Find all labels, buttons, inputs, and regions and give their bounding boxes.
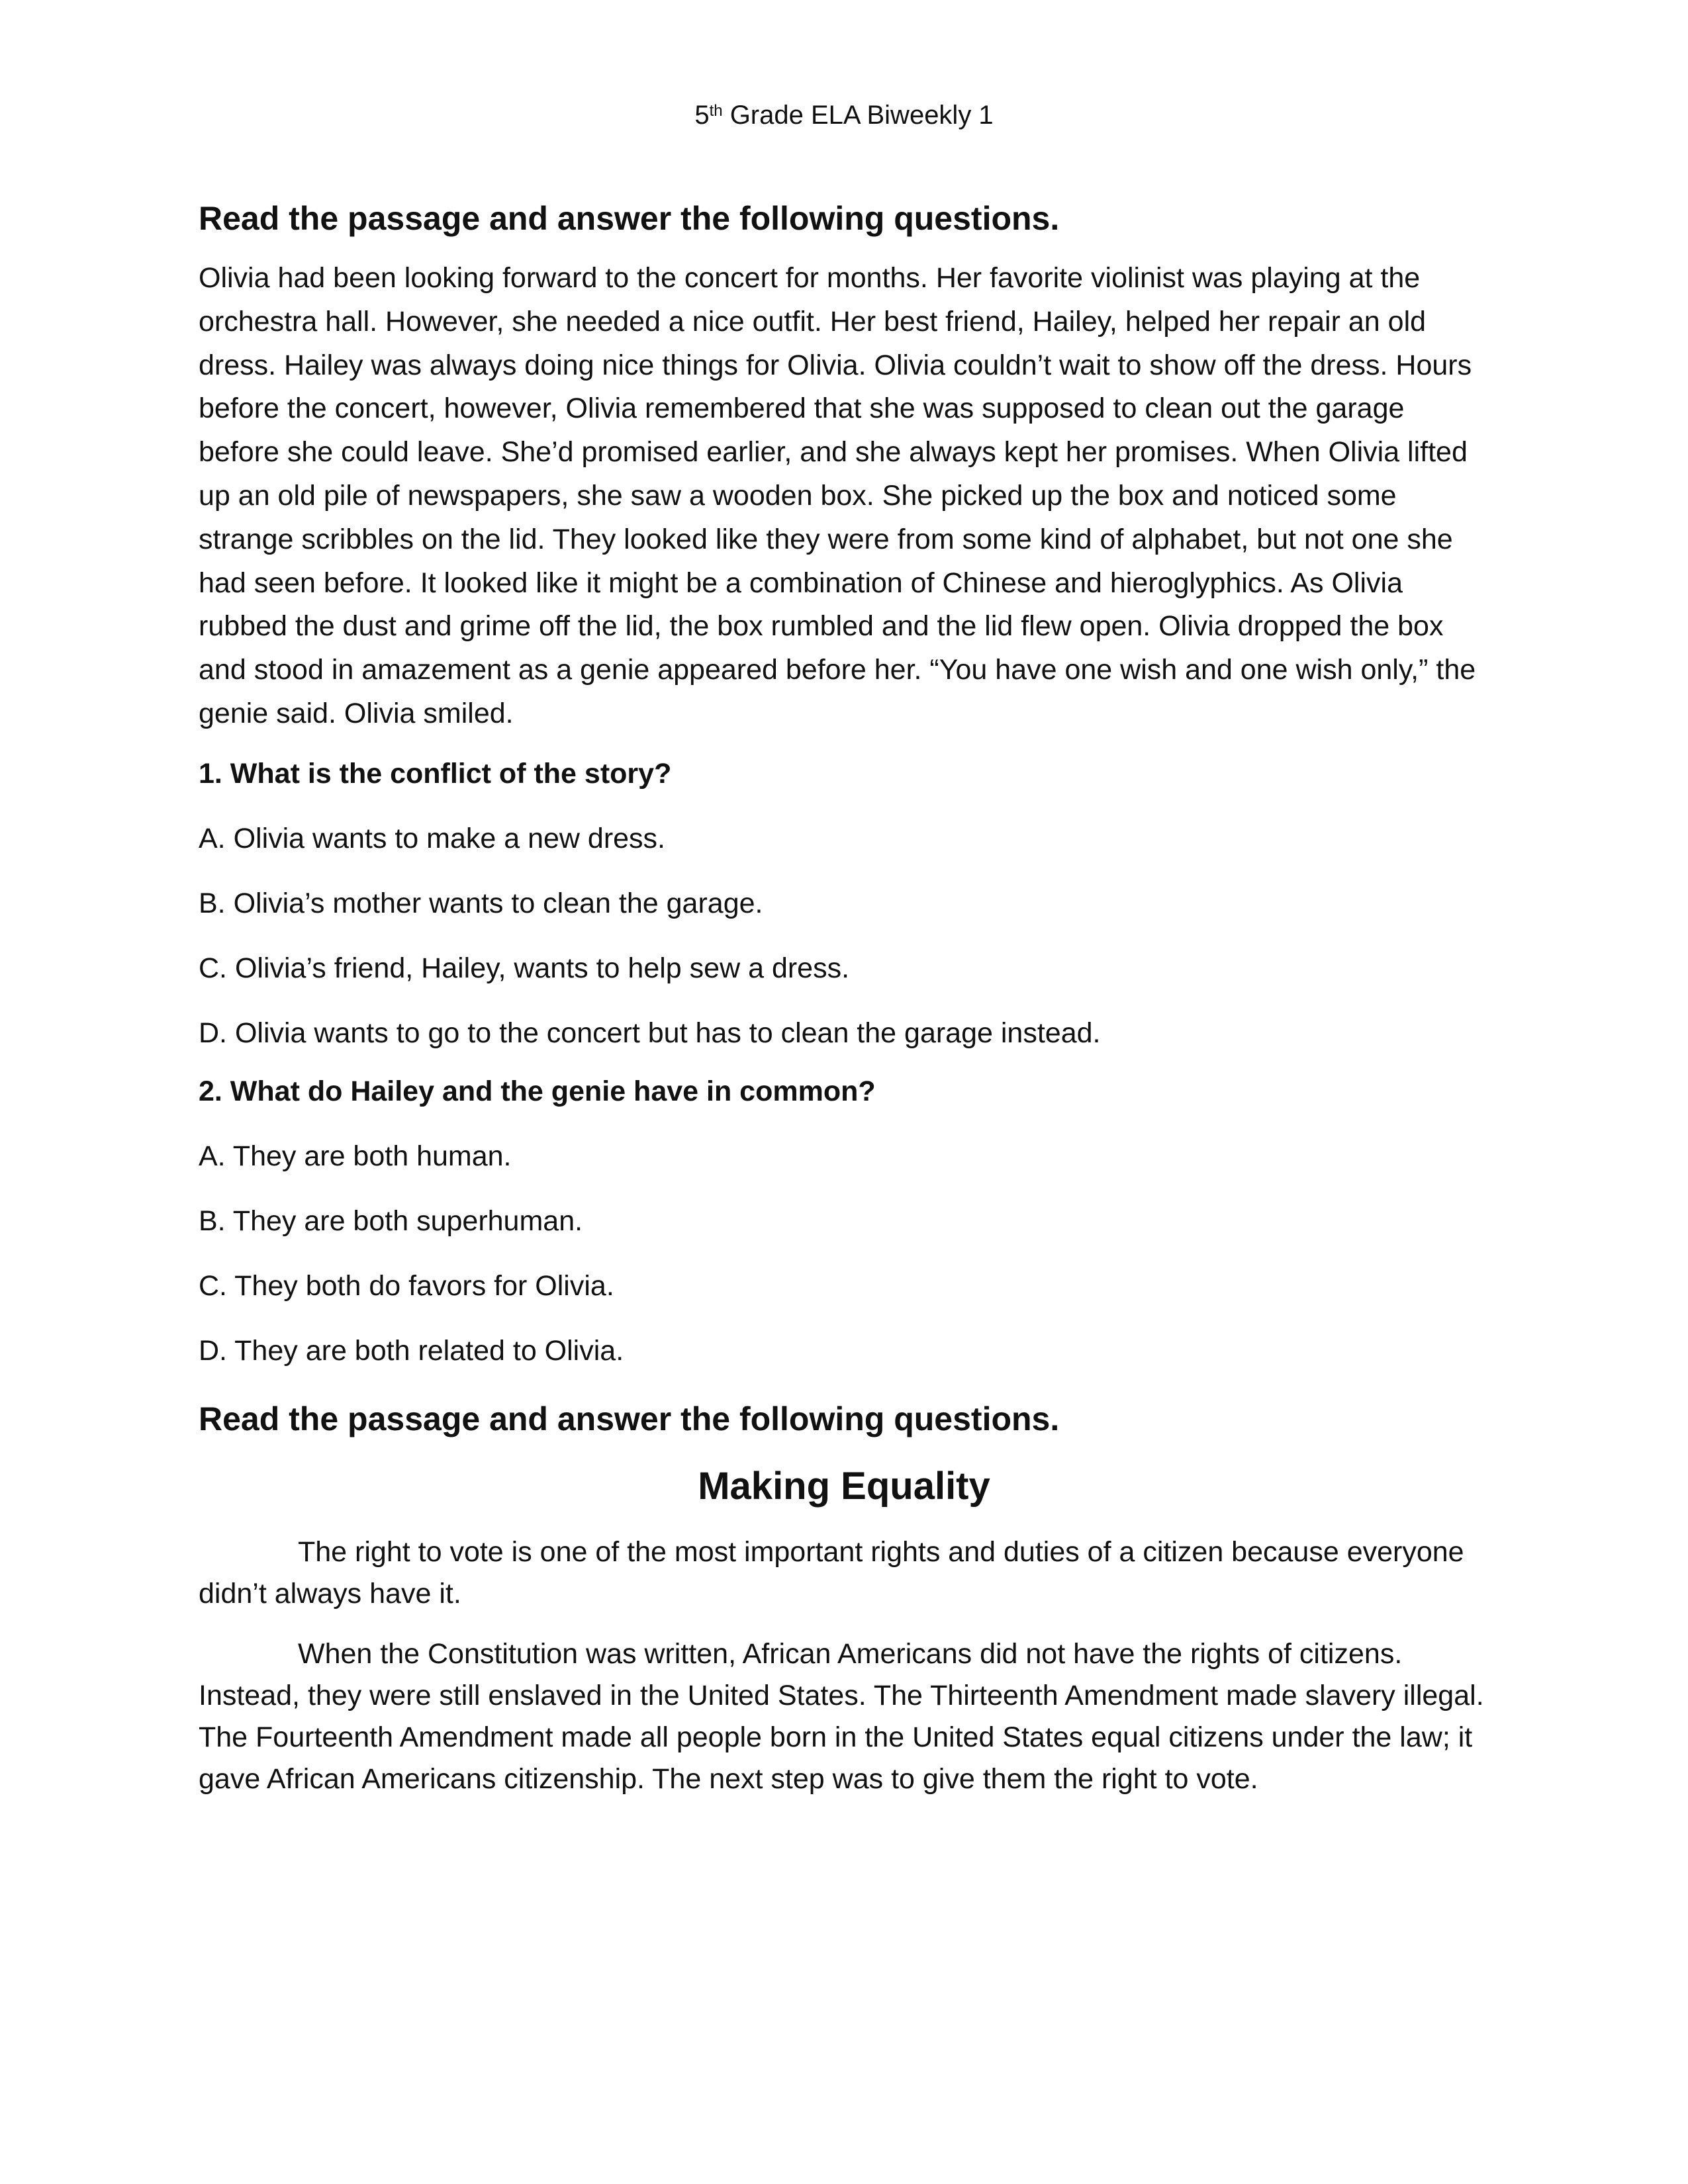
question-1-option-d: D. Olivia wants to go to the concert but has to clean the garage instead. xyxy=(199,1017,1101,1049)
passage-paragraph-2: When the Constitution was written, African Americans did not have the rights of citizens. Instead, they were still enslaved in the United States. The Thirteenth Amendment made slavery illegal. The Fourteenth Amendment made all people born in the United States equal citizens under the law; it gave African Americans citizenship. The next step was to give them the right to vote. xyxy=(199,1637,1484,1795)
document-body xyxy=(199,196,1489,1800)
header-ordinal-suffix: th xyxy=(709,102,723,120)
question-1-option-c: C. Olivia’s friend, Hailey, wants to help sew a dress. xyxy=(199,952,850,984)
question-1 xyxy=(199,753,1489,1054)
question-2 xyxy=(199,1071,1489,1371)
question-2-option-a: A. They are both human. xyxy=(199,1140,512,1172)
question-2-option-d: D. They are both related to Olivia. xyxy=(199,1334,624,1367)
section-1-passage: Olivia had been looking forward to the concert for months. Her favorite violinist was playing at the orchestra hall. However, she needed a nice outfit. Her best friend, Hailey, helped her repair an old dress. Hailey was always doing nice things for Olivia. Olivia couldn’t wait to show off the dress. Hours before the concert, however, Olivia remembered that she was supposed to clean out the garage before she could leave. She’d promised earlier, and she always kept her promises. When Olivia lifted up an old pile of newspapers, she saw a wooden box. She picked up the box and noticed some strange scribbles on the lid. They looked like they were from some kind of alphabet, but not one she had seen before. It looked like it might be a combination of Chinese and hieroglyphics. As Olivia rubbed the dust and grime off the lid, the box rumbled and the lid flew open. Olivia dropped the box and stood in amazement as a genie appeared before her. “You have one wish and one wish only,” the genie said. Olivia smiled. xyxy=(199,262,1476,729)
question-2-option-c: C. They both do favors for Olivia. xyxy=(199,1269,614,1302)
header-grade-number: 5 xyxy=(694,101,710,130)
question-1-option-a: A. Olivia wants to make a new dress. xyxy=(199,822,666,854)
section-2-heading: Read the passage and answer the following questions. xyxy=(199,1400,1060,1437)
question-1-option-b: B. Olivia’s mother wants to clean the garage. xyxy=(199,887,763,919)
page-header xyxy=(0,98,1688,132)
question-2-option-b: B. They are both superhuman. xyxy=(199,1205,583,1237)
passage-paragraph-1: The right to vote is one of the most important rights and duties of a citizen because everyone didn’t always have it. xyxy=(199,1535,1464,1610)
header-title-text: Grade ELA Biweekly 1 xyxy=(722,101,994,130)
question-2-prompt: 2. What do Hailey and the genie have in common? xyxy=(199,1075,876,1107)
passage-title: Making Equality xyxy=(698,1464,990,1508)
section-1-heading: Read the passage and answer the following questions. xyxy=(199,200,1060,237)
question-1-prompt: 1. What is the conflict of the story? xyxy=(199,757,672,790)
